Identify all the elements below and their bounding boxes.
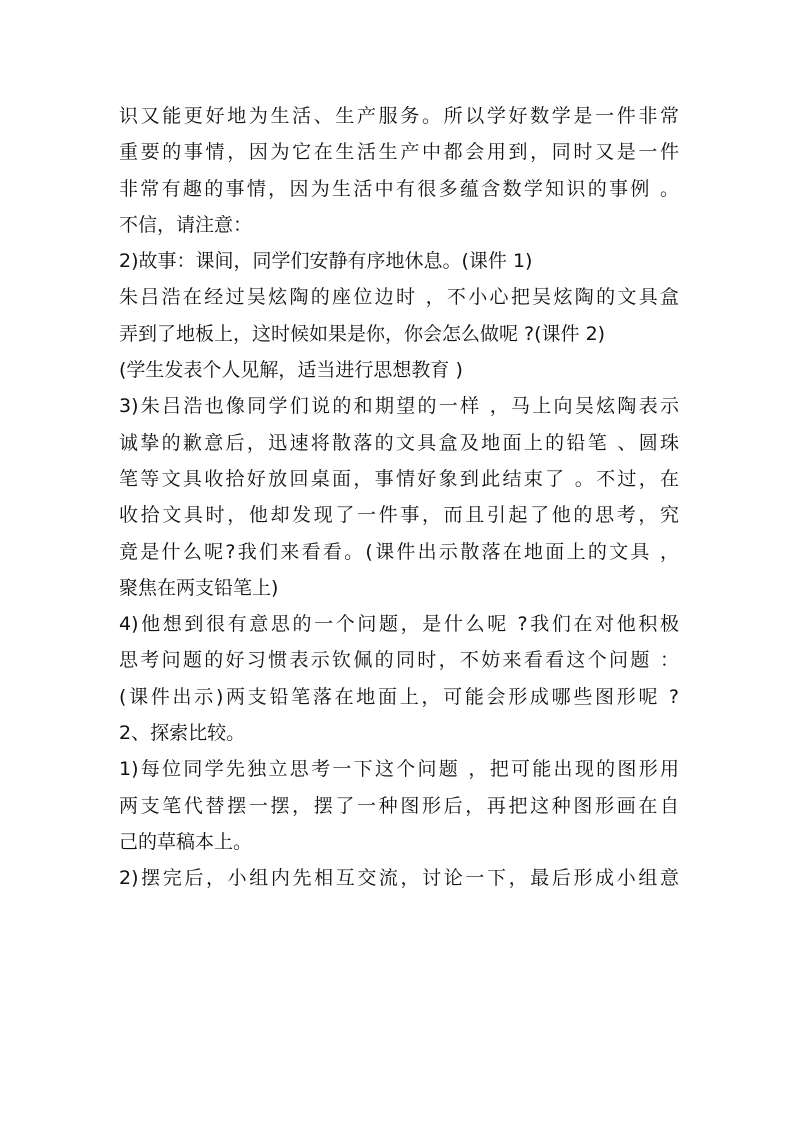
text-line-7: 弄到了地板上，这时候如果是你，你会怎么做呢 ?(课件 2) (119, 322, 606, 345)
text-line-15: 4)他想到很有意思的一个问题，是什么呢 ?我们在对他积极 (119, 613, 679, 636)
text-line-1: 识又能更好地为生活、生产服务。所以学好数学是一件非常 (119, 105, 679, 127)
text-line-17: (课件出示)两支铅笔落在地面上，可能会形成哪些图形呢 ? (119, 685, 679, 708)
text-line-9: 3)朱吕浩也像同学们说的和期望的一样 ，马上向吴炫陶表示 (119, 395, 679, 418)
body-text (119, 98, 679, 897)
text-line-16: 思考问题的好习惯表示钦佩的同时，不妨来看看这个问题 ： (119, 649, 679, 672)
text-line-10: 诚挚的歉意后，迅速将散落的文具盒及地面上的铅笔 、圆珠 (119, 431, 679, 454)
text-line-20: 两支笔代替摆一摆，摆了一种图形后，再把这种图形画在自 (119, 794, 679, 817)
text-line-19: 1)每位同学先独立思考一下这个问题 ，把可能出现的图形用 (119, 758, 679, 781)
text-line-2: 重要的事情，因为它在生活生产中都会用到，同时又是一件 (119, 141, 679, 164)
text-line-12: 收拾文具时，他却发现了一件事，而且引起了他的思考，究 (119, 504, 679, 527)
text-line-4: 不信，请注意： (119, 213, 253, 236)
text-line-6: 朱吕浩在经过吴炫陶的座位边时 ，不小心把吴炫陶的文具盒 (119, 286, 679, 309)
text-line-14: 聚焦在两支铅笔上) (119, 576, 279, 599)
text-line-8: (学生发表个人见解，适当进行思想教育 ) (119, 359, 463, 382)
text-line-13: 竟是什么呢?我们来看看。(课件出示散落在地面上的文具 ， (119, 540, 679, 563)
text-line-3: 非常有趣的事情，因为生活中有很多蕴含数学知识的事例 。 (119, 177, 679, 200)
text-line-11: 笔等文具收拾好放回桌面，事情好象到此结束了 。不过，在 (119, 467, 679, 490)
text-line-22: 2)摆完后，小组内先相互交流，讨论一下，最后形成小组意 (119, 867, 679, 890)
text-line-21: 己的草稿本上。 (119, 830, 253, 853)
text-line-5: 2)故事：课间，同学们安静有序地休息。(课件 1) (119, 250, 533, 273)
text-line-18: 2、探索比较。 (119, 722, 246, 745)
